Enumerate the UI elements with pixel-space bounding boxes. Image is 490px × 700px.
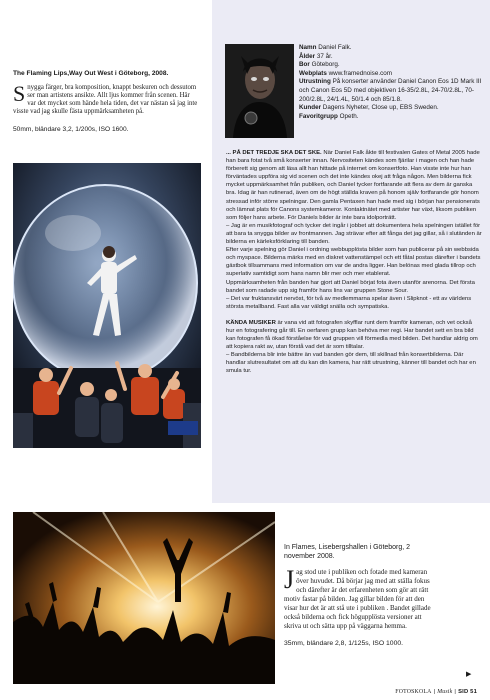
profile-facts: [299, 44, 482, 121]
photographer-portrait: [225, 44, 294, 138]
drop-cap: J: [284, 565, 295, 594]
article-paragraph: KÄNDA MUSIKER är vana vid att fotografen skyfflar runt dem framför kameran, och vet också hur en fotografering går till. En oerfaren grupp kan behöva mer regi. Har bandet sett en bra bild kan fotografen få ökad förståelse för vad gruppen vill förmedla med bilden. Det handlar aldrig om att kopiera rakt av, utan förstå vad det är som tilltalar.: [226, 319, 478, 351]
camera-settings: 50mm, bländare 3,2, 1/200s, ISO 1600.: [13, 125, 129, 133]
section-name: Musik: [437, 689, 453, 695]
article-paragraph: Uppmärksamheten från banden har gjort att Daniel börjat fota även utanför arenorna. Det första bandet som radade upp sig framför hans lins var gruppen Stone Sour.: [226, 279, 475, 294]
article-paragraph: Efter varje spelning gör Daniel i ordning webbupplösta bilder som han publicerar på sin webbsida och myspace. Bilderna märks med en diskret vattenstämpel och ett fåtal postas därefter i bandets gästbok tillsammans med information om var de andra ligger. Han belönas med glada tillrop och superlativ samtidigt som hans namn blir mer och mer etablerat.: [226, 247, 481, 278]
caption-text: ag stod ute i publiken och fotade med kameran över huvudet. Då börjar jag med att ställa fokus och därefter är det erfarenheten som gör att rätt motiv fastar på bilden. Jag gillar bilden för att den visar hur det är att stå ute i publiken . Bandet gillade också bilderna och fick högupplösta versioner att skriva ut och sätta upp på väggarna hemma.: [284, 568, 431, 630]
run-in-heading: ... PÅ DET TREDJE SKA DET SKE.: [226, 150, 322, 156]
fact-age: Ålder 37 år.: [299, 52, 333, 60]
photo-caption-flaming-lips: [13, 70, 198, 134]
run-in-heading: KÄNDA MUSIKER: [226, 319, 276, 326]
next-page-arrow-icon: ▶: [466, 671, 472, 678]
fact-clients: Kunder Dagens Nyheter, Close up, EBS Sweden.: [299, 104, 439, 112]
caption-body: [13, 80, 198, 117]
article-text: [226, 149, 482, 376]
magazine-name: FOTOSKOLA: [395, 689, 432, 695]
article-paragraph: – Jag är en musikfotograf och tycker det ingår i jobbet att dokumentera hela spelningen istället för att bara ta snygga bilder av frontmannen. Jag strävar efter att fånga det jag gillar, så i slutänden är bilderna en kärleksförklaring till banden.: [226, 222, 482, 246]
page-number: SID 51: [458, 689, 477, 695]
fact-residence: Bor Göteborg.: [299, 61, 340, 69]
concert-photo-crowd: [13, 512, 275, 684]
fact-website: Webplats www.framednoise.com: [299, 69, 392, 77]
camera-settings: 35mm, bländare 2,8, 1/125s, ISO 1000.: [284, 640, 404, 647]
caption-text: nygga färger, bra komposition, knappt beskuren och dessutom ser man artistens ansikte. Allt ljus kommer från scenen. Här var det mycket som hände hela tiden, det var nästan så jag inte visste vad jag skulle fästa uppmärksamheten på.: [13, 83, 198, 116]
fact-equipment: Utrustning På konserter använder Daniel Canon Eos 1D Mark III och Canon Eos 5D med objektiven 16-35/2.8L, 24-70/2.8L, 70-200/2.8L, 24/1.4L, 50/1.4 och 85/1.8.: [299, 78, 482, 103]
article-paragraph: – Bandbilderna blir inte bättre än vad banden gör dem, till skillnad från konsertbilderna. Där handlar slutresultatet om att du kan din kamera, har rätt utrustning, känner till bandet och har en smula tur.: [226, 352, 476, 375]
drop-cap: S: [13, 80, 26, 106]
photo-caption-in-flames: [284, 543, 439, 649]
caption-title: The Flaming Lips,Way Out West i Göteborg, 2008.: [13, 70, 169, 77]
caption-body: [284, 565, 439, 631]
caption-title: In Flames, Lisebergshallen i Göteborg, 2 november 2008.: [284, 544, 411, 560]
fact-favorite-band: Favoritgrupp Opeth.: [299, 112, 359, 120]
article-paragraph: ... PÅ DET TREDJE SKA DET SKE. När Daniel Falk åkte till festivalen Gates of Metal 2005 hade han bara fotat två små konserter innan. Nervositeten kändes som fjärilar i magen och han hade förberett sig genom att läsa allt han hittade på internet om konsertfoto. Han visste inte hur han förväntades uppföra sig vid scenen och det inte kändes okej att fråga någon. Men bilderna fick mycket uppmärksamhet från publiken, och Daniel tycker fortfarande att flera av dem är ganska bra. Idag är han rutinerad, även om de högt ställda kraven på honom själv fortfarande gör honom stressad inför större spelningar. Den gamla Pentaxen han hade med sig i början har pensionerats och lämnat plats för Canons systemkameror. Kontaktnätet med artister har växt, liksom publiken som följer hans arbete. För Daniels bilder är inte bara idolporträtt.: [226, 150, 480, 221]
concert-photo-bubble: [13, 163, 201, 448]
fact-name: Namn Daniel Falk.: [299, 44, 352, 51]
article-paragraph: – Det var fruktansvärt nervöst, för två av medlemmarna spelar även i Slipknot - ett av världens största metallband. Fast alla var väldigt snälla och sympatiska.: [226, 295, 472, 310]
page-footer: FOTOSKOLA | Musik | SID 51: [395, 689, 477, 695]
